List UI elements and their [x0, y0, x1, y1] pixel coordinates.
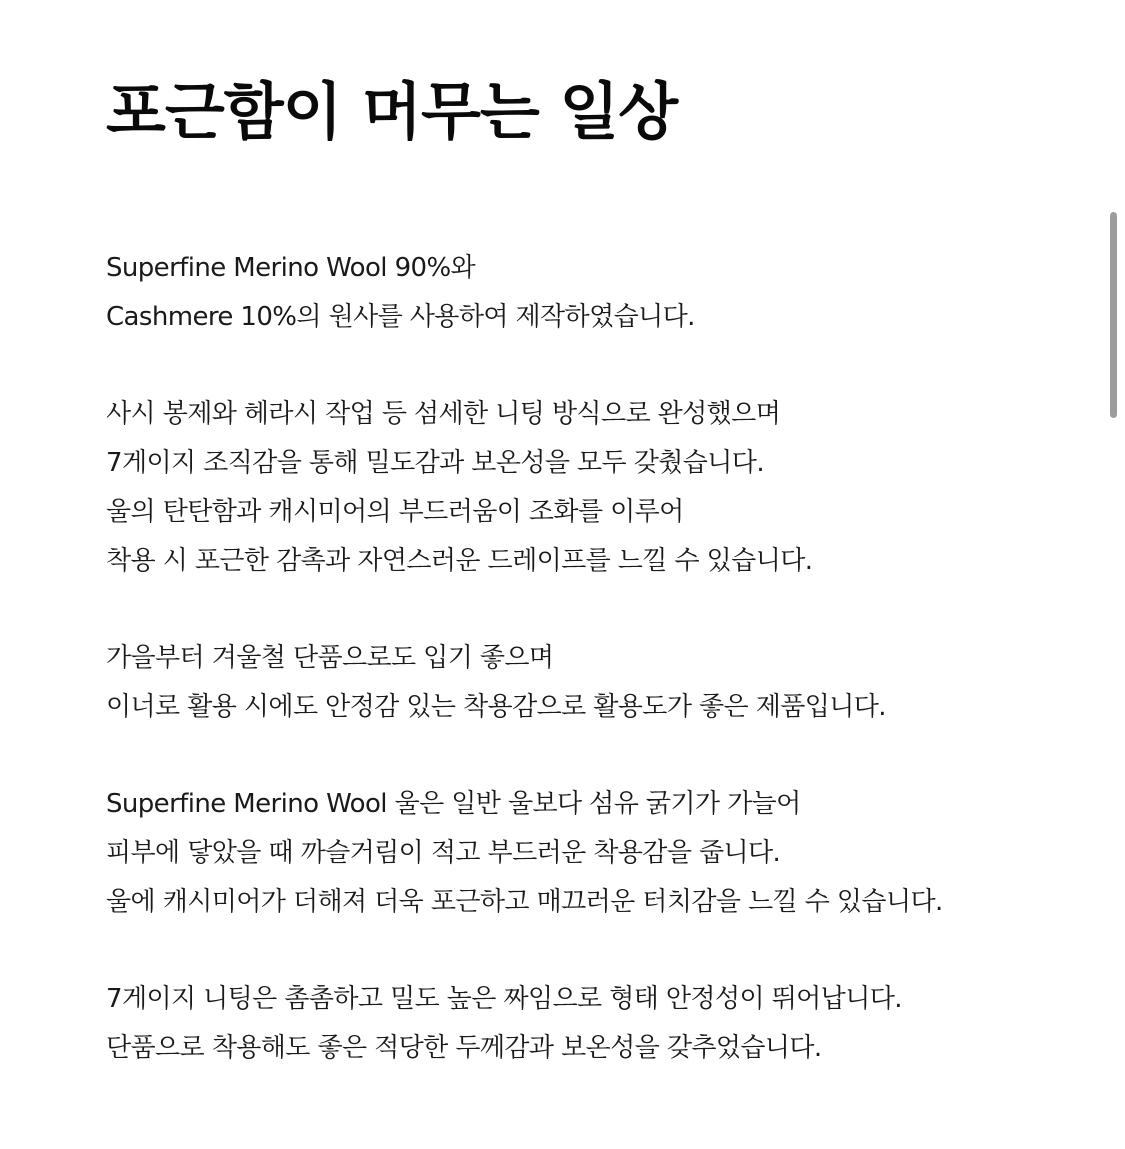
text-line: 7게이지 조직감을 통해 밀도감과 보온성을 모두 갖췄습니다. — [106, 448, 764, 478]
text-line: Superfine Merino Wool 울은 일반 울보다 섬유 굵기가 가늘어 — [106, 789, 801, 819]
paragraph-knitting — [106, 390, 1086, 586]
text-line: 사시 봉제와 헤라시 작업 등 섬세한 니팅 방식으로 완성했으며 — [106, 399, 781, 429]
page-title: 포근함이 머무는 일상 — [106, 75, 678, 148]
paragraph-material — [106, 244, 1086, 342]
paragraph-merino — [106, 780, 1086, 927]
text-line: Cashmere 10%의 원사를 사용하여 제작하였습니다. — [106, 302, 695, 332]
text-line: 가을부터 겨울철 단품으로도 입기 좋으며 — [106, 643, 554, 673]
text-line: 이너로 활용 시에도 안정감 있는 착용감으로 활용도가 좋은 제품입니다. — [106, 692, 886, 722]
text-line: 7게이지 니팅은 촘촘하고 밀도 높은 짜임으로 형태 안정성이 뛰어납니다. — [106, 984, 902, 1014]
text-line: 울에 캐시미어가 더해져 더욱 포근하고 매끄러운 터치감을 느낄 수 있습니다. — [106, 887, 943, 917]
paragraph-gauge — [106, 975, 1086, 1073]
text-line: Superfine Merino Wool 90%와 — [106, 253, 476, 283]
description-body — [106, 244, 1086, 1121]
text-line: 착용 시 포근한 감촉과 자연스러운 드레이프를 느낄 수 있습니다. — [106, 546, 813, 576]
text-line: 피부에 닿았을 때 까슬거림이 적고 부드러운 착용감을 줍니다. — [106, 838, 781, 868]
paragraph-season — [106, 634, 1086, 732]
text-line: 울의 탄탄함과 캐시미어의 부드러움이 조화를 이루어 — [106, 497, 684, 527]
text-line: 단품으로 착용해도 좋은 적당한 두께감과 보온성을 갖추었습니다. — [106, 1033, 822, 1063]
vertical-scrollbar[interactable] — [1110, 212, 1117, 418]
